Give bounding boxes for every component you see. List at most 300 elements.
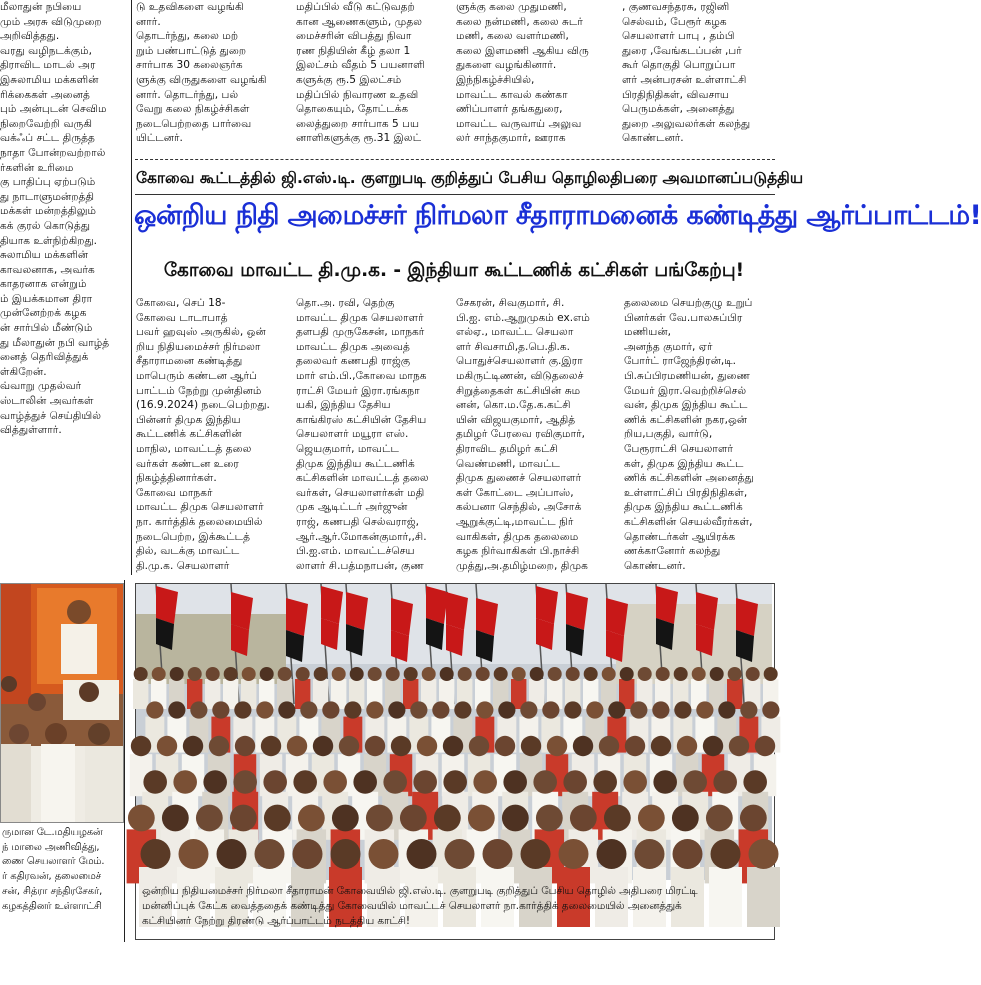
body-col4-line: மணியன்,: [624, 326, 672, 339]
crowd-head: [293, 839, 323, 869]
body-col2-line: ஜெயகுமார், மாவட்ட: [296, 442, 399, 455]
top-col3-line: மதிப்பில் நிவாரண உதவி: [296, 88, 419, 101]
crowd-head: [710, 667, 724, 681]
crowd-head: [652, 701, 669, 718]
crowd-head: [434, 805, 461, 832]
crowd-head: [322, 701, 339, 718]
body-col3-line: யின் விஜயகுமார், ஆதித்: [456, 413, 576, 426]
top-left-line: கு பாதிப்பு ஏற்படும்: [0, 176, 96, 189]
crowd-head: [383, 770, 407, 794]
crowd-head: [713, 770, 737, 794]
party-flag-red: [536, 586, 558, 624]
crowd-head: [445, 839, 475, 869]
left-caption-line: ந் மாலை அணிவித்து,: [2, 841, 100, 853]
body-col3-line: பொதுச்செயலாளர் கு.இரா: [456, 355, 583, 368]
crowd-head: [255, 839, 285, 869]
article-headline: ஒன்றிய நிதி அமைச்சர் நிர்மலா சீதாராமனைக் கண்டித்து ஆர்ப்பாட்டம்!: [134, 200, 981, 231]
top-column-2: [136, 0, 284, 152]
crowd-head: [391, 736, 411, 756]
party-flag-red: [156, 586, 178, 624]
crowd-head: [530, 667, 544, 681]
article-body-column-3: [456, 296, 614, 578]
crowd-head: [440, 667, 454, 681]
top-col3-line: கான ஆணைகளும், முதல: [296, 15, 423, 28]
body-col2-line: செயலாளர் மயூரா எஸ்.: [296, 428, 409, 441]
body-col3-line: ளர் சிவசாமி,த.பெ.தி.க.: [456, 340, 571, 353]
crowd-head: [638, 667, 652, 681]
top-left-column: [0, 0, 127, 572]
crowd-head: [344, 701, 361, 718]
crowd-head: [468, 805, 495, 832]
photo-caption-line: கட்சியினர் நேற்று திரண்டு ஆர்ப்பாட்டம் நடத்திய காட்சி!: [142, 915, 411, 927]
crowd-head: [495, 736, 515, 756]
body-col1-line: நிகழ்த்தினார்கள்.: [136, 472, 217, 485]
crowd-head: [413, 770, 437, 794]
section-divider: [135, 159, 775, 160]
crowd-head: [366, 701, 383, 718]
top-left-line: நாதா போன்றவற்றால்: [0, 146, 106, 159]
crowd-head: [407, 839, 437, 869]
body-col3-line: திமுக துணைச் செயலாளர்: [456, 472, 582, 485]
body-col2-line: பி.ஐ.எம். மாவட்டச்செய: [296, 545, 415, 558]
body-col3-line: எல்ஏ., மாவட்ட செயலா: [456, 326, 574, 339]
crowd-head: [261, 736, 281, 756]
crowd-head: [173, 770, 197, 794]
left-photo-image: [1, 584, 123, 822]
party-flag-red: [426, 586, 448, 624]
body-col1-line: கோவை, செப் 18-: [136, 297, 226, 309]
crowd-head: [651, 736, 671, 756]
crowd-head: [296, 667, 310, 681]
crowd-head: [162, 805, 189, 832]
crowd-head: [188, 667, 202, 681]
crowd-head: [564, 701, 581, 718]
crowd-head: [300, 701, 317, 718]
crowd-head: [498, 701, 515, 718]
body-col4-line: அனந்த குமார், ஏர்: [624, 340, 713, 353]
crowd-head: [762, 701, 779, 718]
crowd-head: [179, 839, 209, 869]
left-photo-caption: [2, 826, 118, 914]
body-col4-line: போர்ட் ராஜேந்திரன்,டி.: [624, 355, 737, 368]
crowd-head: [566, 667, 580, 681]
top-left-line: சுலாமிய மக்களின்: [0, 249, 89, 262]
top-left-line: மீலாதுன் நபியை: [0, 1, 82, 13]
crowd-head: [559, 839, 589, 869]
crowd-head: [234, 701, 251, 718]
article-subhead: கோவை மாவட்ட தி.மு.க. - இந்தியா கூட்டணிக் கட்சிகள் பங்கேற்பு!: [163, 260, 745, 281]
crowd-head: [674, 667, 688, 681]
top-col3-line: இலட்சம் வீதம் 5 பயனாளி: [296, 59, 425, 72]
top-col4-line: மாவட்ட வருவாய் அலுவ: [456, 117, 582, 130]
top-col4-line: மணி, கலை வளர்மணி,: [456, 30, 569, 43]
top-left-line: ன் சார்பில் மீண்டும்: [0, 322, 93, 335]
crowd-head: [242, 667, 256, 681]
crowd-head: [168, 701, 185, 718]
party-flag-red: [566, 592, 588, 630]
body-col4-line: திமுக இந்திய கூட்டணிக்: [624, 501, 743, 514]
top-col2-line: தொடர்ந்து, கலை மற்: [136, 30, 239, 43]
crowd-head: [469, 736, 489, 756]
top-col4-line: ணிப்பாளர் தங்கதுரை,: [456, 103, 563, 116]
crowd-head: [728, 667, 742, 681]
body-col3-line: வெண்மணி, மாவட்ட: [456, 457, 560, 470]
crowd-head: [635, 839, 665, 869]
top-col3-line: ரண நிதியின் கீழ் தலா 1: [296, 44, 411, 57]
body-col2-line: தலைவர் கணபதி ராஜ்கு: [296, 355, 411, 368]
body-col2-line: ராஜ், கணபதி செல்வராஜ்,: [296, 515, 420, 528]
body-col3-line: மகிருட்டிணன், விடுதலைச்: [456, 369, 584, 382]
top-col5-line: செயலாளர் பாபு , தம்பி: [622, 30, 735, 43]
top-left-line: து நாடாளுமன்றத்தி: [0, 190, 95, 203]
top-column-3: [296, 0, 444, 152]
body-col1-line: மாநில, மாவட்டத் தலை: [136, 442, 252, 455]
crowd-head: [630, 701, 647, 718]
crowd-head: [683, 770, 707, 794]
left-border: [124, 580, 125, 942]
crowd-head: [233, 770, 257, 794]
top-left-line: இசுலாமிய மக்களின்: [0, 73, 99, 86]
top-col5-line: கூர் தொகுதி பொறுப்பா: [622, 59, 736, 72]
crowd-head: [432, 701, 449, 718]
top-col2-line: டு உதவிகளை வழங்கி: [136, 1, 244, 13]
top-left-line: பும் அன்புடன் செவிம: [0, 103, 107, 116]
body-col4-line: ணக்கானோர் கலந்து: [624, 545, 721, 558]
top-left-line: வக்ஃப் சட்ட திருத்த: [0, 132, 95, 145]
party-flag-red: [446, 592, 468, 630]
crowd-head: [235, 736, 255, 756]
crowd-head: [298, 805, 325, 832]
crowd-head: [746, 667, 760, 681]
body-col4-line: றிய,பகுதி, வார்டு,: [624, 428, 713, 441]
crowd-head: [502, 805, 529, 832]
crowd-head: [656, 667, 670, 681]
body-col2-line: தளபதி முருகேசன், மாநகர்: [296, 326, 425, 339]
top-col3-line: லைத்துறை சார்பாக 5 பய: [296, 117, 420, 130]
top-col4-line: துகளை வழங்கினார்.: [456, 59, 557, 72]
party-flag-red: [391, 598, 413, 636]
crowd-head: [368, 667, 382, 681]
body-col1-line: பாட்டம் நேற்று முன்தினம்: [136, 384, 262, 397]
top-left-line: மும் அரசு விடுமுறை: [0, 15, 102, 28]
party-flag-red: [696, 592, 718, 630]
top-left-line: காவலனாக, அவர்க: [0, 263, 95, 276]
crowd-head: [314, 667, 328, 681]
crowd-head: [196, 805, 223, 832]
crowd-head: [740, 701, 757, 718]
photo-caption: [142, 884, 770, 929]
crowd-head: [458, 667, 472, 681]
body-col1-line: நா. கார்த்திக் தலைமையில்: [136, 515, 263, 528]
article-body-column-4: [624, 296, 774, 578]
crowd-head: [454, 701, 471, 718]
left-photo: [0, 583, 124, 823]
body-col4-line: வன், திமுக இந்திய கூட்ட: [624, 399, 748, 412]
crowd-head: [386, 667, 400, 681]
crowd-head: [620, 667, 634, 681]
body-col1-line: மாவட்ட திமுக செயலாளர்: [136, 501, 264, 514]
top-left-line: ள்கிறேன்.: [0, 365, 47, 378]
top-left-line: னைத் தெரிவித்துக்: [0, 351, 89, 364]
crowd-head: [672, 805, 699, 832]
left-caption-line: ர் கதிரவன், தலைமைச்: [2, 871, 102, 883]
crowd-head: [638, 805, 665, 832]
crowd-head: [703, 736, 723, 756]
body-col1-line: வர்கள் கண்டன உரை: [136, 457, 239, 470]
top-col2-line: னார்.: [136, 15, 161, 28]
top-col3-line: மதிப்பில் வீடு கட்டுவதற்: [296, 1, 415, 13]
body-col1-line: பின்னர் திமுக இந்திய: [136, 413, 241, 426]
body-col2-line: திமுக இந்திய கூட்டணிக்: [296, 457, 415, 470]
top-left-line: வரது வழிநடக்கும்,: [0, 44, 92, 57]
top-left-line: கக் குரல் கொடுத்து: [0, 219, 91, 232]
article-kicker: கோவை கூட்டத்தில் ஜி.எஸ்.டி. குளறுபடி குறித்துப் பேசிய தொழிலதிபரை அவமானப்படுத்திய: [136, 169, 804, 187]
top-col4-line: கலை நன்மணி, கலை சுடர்: [456, 15, 583, 28]
crowd-head: [608, 701, 625, 718]
crowd-head: [278, 667, 292, 681]
body-col4-line: கொண்டனர்.: [624, 559, 686, 572]
body-col3-line: கல்பனா செந்தில், அசோக்: [456, 501, 582, 514]
top-col5-line: கொண்டனர்.: [622, 132, 684, 145]
top-col2-line: சார்பாக 30 கலைஞர்க: [136, 59, 243, 72]
crowd-head: [263, 770, 287, 794]
top-col4-line: கலை இளமணி ஆகிய விரு: [456, 44, 589, 57]
body-col2-line: லாளர் சி.பத்மநாபன், குண: [296, 559, 424, 572]
crowd-head: [313, 736, 333, 756]
body-col4-line: கட்சிகளின் செயல்வீரர்கள்,: [624, 515, 753, 528]
top-column-5: [622, 0, 774, 152]
crowd-head: [365, 736, 385, 756]
crowd-head: [209, 736, 229, 756]
party-flag-red: [606, 598, 628, 636]
left-caption-line: சன், சித்ரா சந்திரசேகர்,: [2, 885, 103, 897]
body-col3-line: னன், கொ.ம.தே.க.கட்சி: [456, 399, 571, 412]
crowd-head: [547, 736, 567, 756]
crowd-head: [749, 839, 779, 869]
crowd-head: [593, 770, 617, 794]
article-body-column-2: [296, 296, 448, 578]
crowd-head: [410, 701, 427, 718]
body-col3-line: சேகரன், சிவகுமார், சி.: [456, 297, 565, 309]
body-col3-line: ஆறுக்குட்டி,மாவட்ட நிர்: [456, 515, 574, 528]
crowd-head: [536, 805, 563, 832]
crowd-head: [674, 701, 691, 718]
crowd-head: [548, 667, 562, 681]
crowd-head: [696, 701, 713, 718]
body-col2-line: வர்கள், செயலாளர்கள் மதி: [296, 486, 425, 499]
crowd-head: [152, 667, 166, 681]
body-col3-line: தமிழர் பேரவை ரவிகுமார்,: [456, 428, 586, 441]
body-col1-line: றிய நிதியமைச்சர் நிர்மலா: [136, 340, 261, 353]
crowd-head: [584, 667, 598, 681]
crowd-head: [332, 805, 359, 832]
crowd-head: [369, 839, 399, 869]
crowd-head: [422, 667, 436, 681]
body-col4-line: தொண்டர்கள் ஆயிரக்க: [624, 530, 736, 543]
body-col4-line: பேரூராட்சி செயலாளர்: [624, 442, 734, 455]
body-col1-line: கோவை மாநகர்: [136, 486, 213, 499]
top-col2-line: யிட்டனர்.: [136, 132, 183, 145]
top-col5-line: ளர் அன்பரசன் உள்ளாட்சி: [622, 73, 747, 86]
crowd-head: [625, 736, 645, 756]
crowd-head: [278, 701, 295, 718]
top-column-4: [456, 0, 611, 152]
crowd-head: [711, 839, 741, 869]
top-col2-line: வேறு கலை நிகழ்ச்சிகள்: [136, 103, 250, 116]
crowd-head: [755, 736, 775, 756]
crowd-head: [146, 701, 163, 718]
top-col3-line: னாளிகளுக்கு ரூ.31 இலட்: [296, 132, 422, 145]
party-flag-red: [736, 598, 758, 636]
crowd-head: [217, 839, 247, 869]
crowd-head: [483, 839, 513, 869]
top-left-line: ம் இயக்கமான திரா: [0, 292, 93, 305]
body-col3-line: வாகிகள், திமுக தலைமை: [456, 530, 579, 543]
body-col1-line: கூட்டணிக் கட்சிகளின்: [136, 428, 242, 441]
body-col2-line: மார் எம்.பி.,கோவை மாநக: [296, 369, 427, 382]
crowd-person: [133, 679, 148, 709]
body-col4-line: தலைமை செயற்குழு உறுப்: [624, 297, 753, 309]
top-left-line: அறிவித்தது.: [0, 30, 60, 43]
left-caption-line: ணை செயலாளர் மேம்.: [2, 856, 105, 868]
top-col5-line: செல்வம், பேரூர் கழக: [622, 15, 727, 28]
top-left-line: மக்கள் மன்றத்திலும்: [0, 205, 97, 218]
crowd-head: [170, 667, 184, 681]
crowd-head: [224, 667, 238, 681]
top-col3-line: மைச்சரின் விபத்து நிவா: [296, 30, 412, 43]
body-col3-line: பி.ஐ. எம்.ஆறுமுகம் ex.எம்: [456, 311, 590, 324]
body-col2-line: தொ.அ. ரவி, தெற்கு: [296, 297, 395, 309]
body-col4-line: கள், திமுக இந்திய கூட்ட: [624, 457, 744, 470]
crowd-head: [332, 667, 346, 681]
top-col4-line: ளுக்கு கலை முதுமணி,: [456, 1, 567, 13]
crowd-head: [542, 701, 559, 718]
crowd-head: [256, 701, 273, 718]
body-col1-line: நடைபெற்ற, இக்கூட்டத்: [136, 530, 251, 543]
top-col2-line: றும் பண்பாட்டுத் துறை: [136, 44, 247, 57]
crowd-head: [570, 805, 597, 832]
top-left-line: வ்வாறு முதல்வர்: [0, 380, 82, 393]
top-col3-line: களுக்கு ரூ.5 இலட்சம்: [296, 73, 402, 86]
crowd-head: [400, 805, 427, 832]
top-col5-line: பிரதிநிதிகள், விவசாய: [622, 88, 730, 101]
body-col1-line: கோவை டாடாபாத்: [136, 311, 228, 324]
party-flag-red: [476, 598, 498, 636]
crowd-head: [729, 736, 749, 756]
crowd-head: [476, 667, 490, 681]
crowd-head: [533, 770, 557, 794]
kicker-underline: [135, 194, 775, 195]
crowd-head: [417, 736, 437, 756]
body-col2-line: ராட்சி மேயர் இரா.ரங்கநா: [296, 384, 420, 397]
body-col4-line: உள்ளாட்சிப் பிரதிநிதிகள்,: [624, 486, 748, 499]
crowd-head: [602, 667, 616, 681]
body-col1-line: பவர் ஹவுஸ் அருகில், ஒன்: [136, 326, 266, 339]
top-left-line: காதரனாக என்றும்: [0, 278, 87, 291]
top-col4-line: மாவட்ட காவல் கண்கா: [456, 88, 568, 101]
body-col2-line: காங்கிரஸ் கட்சியின் தேசிய: [296, 413, 427, 426]
crowd-head: [203, 770, 227, 794]
body-col1-line: தி.மு.க. செயலாளர்: [136, 559, 230, 572]
body-col3-line: திராவிட தமிழர் கட்சி: [456, 442, 558, 455]
crowd-head: [331, 839, 361, 869]
article-body-column-1: [136, 296, 288, 578]
crowd-head: [350, 667, 364, 681]
party-flag-red: [656, 586, 678, 624]
body-col4-line: ணிக் கட்சிகளின் நகர,ஒன்: [624, 413, 748, 426]
crowd-head: [293, 770, 317, 794]
top-col2-line: னார். தொடர்ந்து, பல்: [136, 88, 239, 101]
top-left-line: திராவிட மாடல் அர: [0, 59, 96, 72]
crowd-head: [443, 736, 463, 756]
body-col2-line: முக ஆடிட்டர் அர்ஜுன்: [296, 501, 408, 514]
body-col4-line: பி.சுப்பிரமணியன், துணை: [624, 369, 751, 382]
crowd-head: [503, 770, 527, 794]
body-col2-line: மாவட்ட திமுக அவைத்: [296, 340, 410, 353]
crowd-head: [692, 667, 706, 681]
top-left-line: நிறைவேற்றி வருகி: [0, 117, 92, 130]
photo-caption-line: மன்னிப்புக் கேட்க வைத்ததைக் கண்டித்து கோவையில் மாவட்டச் செயலாளர் நா.கார்த்திக் தலைமையில் அனைத்துக்: [142, 900, 682, 912]
crowd-head: [604, 805, 631, 832]
body-col4-line: ணிக் கட்சிகளின் அனைத்து: [624, 472, 754, 485]
body-col2-line: கட்சிகளின் மாவட்டத் தலை: [296, 472, 429, 485]
left-caption-line: கழகத்தினர் உள்ளாட்சி: [2, 900, 102, 912]
crowd-head: [521, 736, 541, 756]
crowd-head: [157, 736, 177, 756]
body-col2-line: ஆர்.ஆர்.மோகன்குமார்,,சி.: [296, 530, 427, 543]
protest-photo: [136, 584, 772, 880]
crowd-head: [599, 736, 619, 756]
crowd-head: [677, 736, 697, 756]
top-col5-line: துரை ,வேங்கடப்பன் ,பர்: [622, 44, 742, 57]
crowd-head: [264, 805, 291, 832]
left-caption-line: ருமான டே.மதியழகன்: [2, 827, 103, 838]
top-col2-line: ளுக்கு விருதுகளை வழங்கி: [136, 73, 267, 86]
crowd-head: [128, 805, 155, 832]
crowd-head: [494, 667, 508, 681]
body-col1-line: மாபெரும் கண்டன ஆர்ப்: [136, 369, 258, 382]
crowd-head: [287, 736, 307, 756]
top-left-line: வித்துள்ளார்.: [0, 424, 62, 437]
crowd-head: [512, 667, 526, 681]
crowd-head: [323, 770, 347, 794]
body-col2-line: யகி, இந்திய தேசிய: [296, 399, 391, 412]
top-left-line: து மீலாதுன் நபி வாழ்த்: [0, 336, 110, 349]
body-col2-line: மாவட்ட திமுக செயலாளர்: [296, 311, 424, 324]
crowd-head: [573, 736, 593, 756]
crowd-head: [443, 770, 467, 794]
top-left-line: வாழ்த்துச் செய்தியில்: [0, 409, 102, 422]
crowd-head: [141, 839, 171, 869]
body-col3-line: சிறுத்தைகள் கட்சியின் சும: [456, 384, 581, 397]
party-flag-red: [346, 592, 368, 630]
top-left-line: ஸ்டாலின் அவர்கள்: [0, 395, 94, 408]
top-col4-line: லர் சாந்தகுமார், ஊராக: [456, 132, 566, 145]
crowd-head: [706, 805, 733, 832]
crowd-head: [597, 839, 627, 869]
crowd-head: [212, 701, 229, 718]
crowd-head: [230, 805, 257, 832]
crowd-head: [206, 667, 220, 681]
crowd-head: [653, 770, 677, 794]
crowd-head: [521, 839, 551, 869]
body-col4-line: பினர்கள் வே.பாலசுப்பிர: [624, 311, 743, 324]
crowd-head: [718, 701, 735, 718]
crowd-head: [743, 770, 767, 794]
body-col3-line: கழக நிர்வாகிகள் பி.நாச்சி: [456, 545, 580, 558]
crowd-head: [134, 667, 148, 681]
top-left-line: தியாக உள்நிற்கிறது.: [0, 234, 98, 247]
